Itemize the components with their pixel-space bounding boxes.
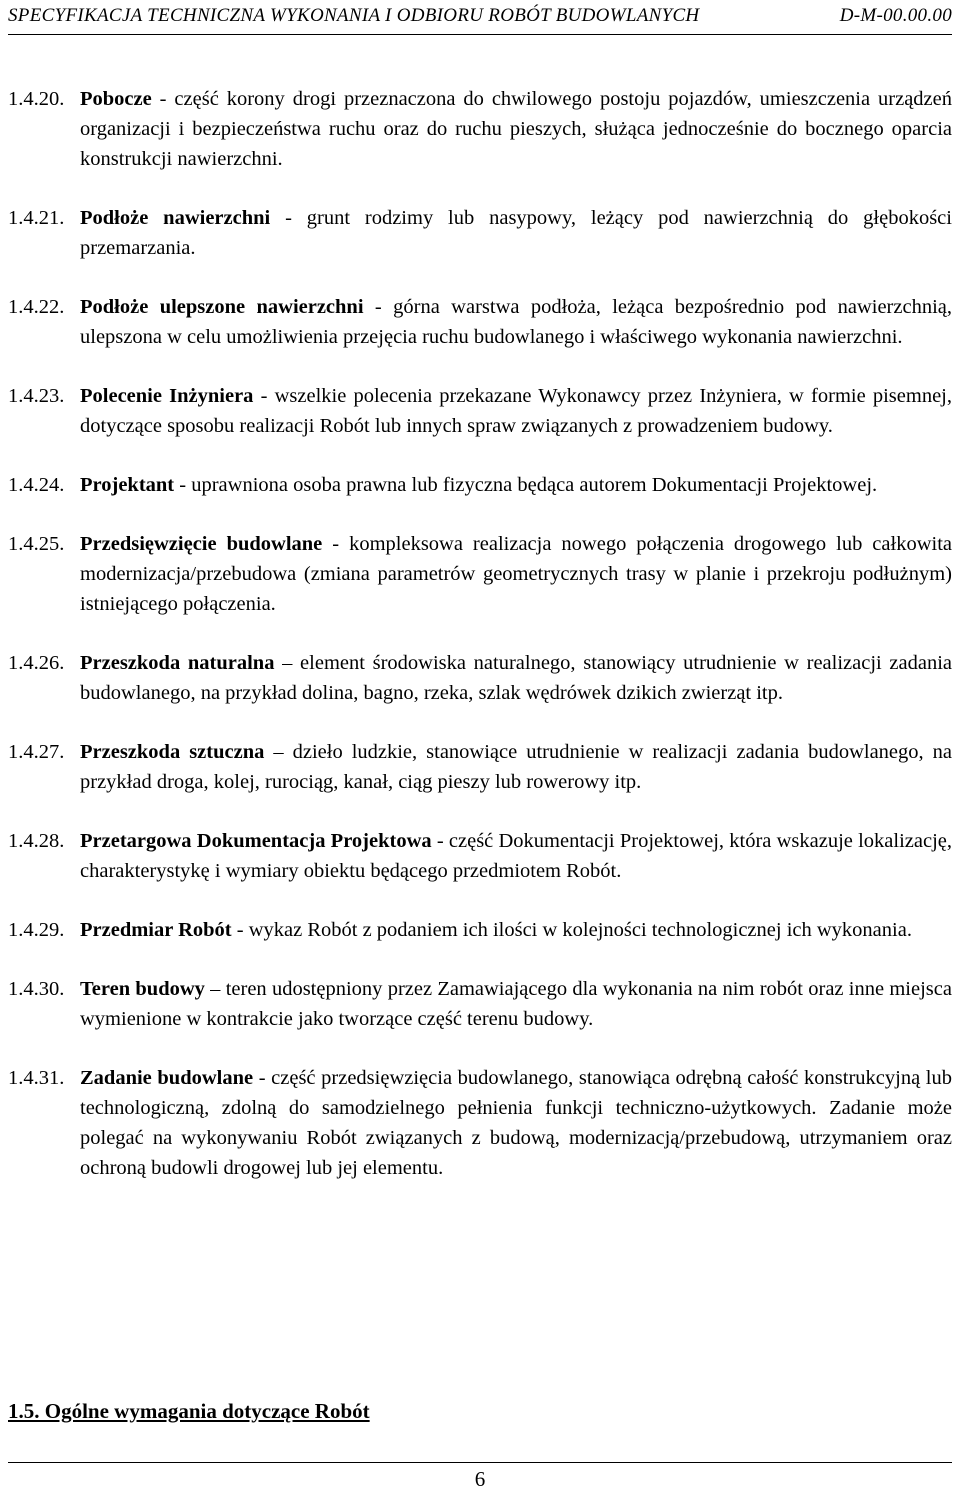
- entry-number: 1.4.22.: [8, 296, 65, 318]
- definition-entry: [8, 1063, 952, 1183]
- entry-term: Projektant: [80, 474, 175, 496]
- entry-text: – teren udostępniony przez Zamawiającego dla wykonania na nim robót oraz inne miejsca wymienione w kontrakcie jako tworzące część terenu budowy.: [80, 978, 952, 1030]
- entry-term: Teren budowy: [80, 978, 205, 1000]
- footer-divider: [8, 1462, 952, 1463]
- document-code: D-M-00.00.00: [839, 5, 952, 26]
- entry-term: Przetargowa Dokumentacja Projektowa: [80, 830, 432, 852]
- header-divider: [8, 34, 952, 35]
- entry-number: 1.4.29.: [8, 919, 65, 941]
- entry-text: - kompleksowa realizacja nowego połączenia drogowego lub całkowita modernizacja/przebudowa (zmiana parametrów geometrycznych trasy w planie i przekroju podłużnym) istniejącego połączenia.: [80, 533, 952, 615]
- entry-term: Podłoże nawierzchni: [80, 207, 271, 229]
- entry-text: - grunt rodzimy lub nasypowy, leżący pod nawierzchnią do głębokości przemarzania.: [80, 207, 952, 259]
- entry-text: - wszelkie polecenia przekazane Wykonawcy przez Inżyniera, w formie pisemnej, dotyczące sposobu realizacji Robót lub innych spraw związanych z prowadzeniem budowy.: [80, 385, 952, 437]
- definition-entry: [8, 737, 952, 797]
- entry-text: – dzieło ludzkie, stanowiące utrudnienie w realizacji zadania budowlanego, na przykład droga, kolej, rurociąg, kanał, ciąg pieszy lub rowerowy itp.: [80, 741, 952, 793]
- entry-term: Przedsięwzięcie budowlane: [80, 533, 323, 555]
- entry-text: - część przedsięwzięcia budowlanego, stanowiąca odrębną całość konstrukcyjną lub technologiczną, zdolną do samodzielnego pełnienia funkcji techniczno-użytkowych. Zadanie może polegać na wykonywaniu Robót związanych z budową, modernizacją/przebudową, utrzymaniem oraz ochroną budowli drogowej lub jej elementu.: [80, 1067, 952, 1179]
- definition-entry: [8, 974, 952, 1034]
- entry-text: – element środowiska naturalnego, stanowiący utrudnienie w realizacji zadania budowlanego, na przykład dolina, bagno, rzeka, szlak wędrówek dzikich zwierząt itp.: [80, 652, 952, 704]
- document-title: SPECYFIKACJA TECHNICZNA WYKONANIA I ODBIORU ROBÓT BUDOWLANYCH: [8, 5, 700, 26]
- entry-text: - część korony drogi przeznaczona do chwilowego postoju pojazdów, umieszczenia urządzeń organizacji i bezpieczeństwa ruchu oraz do ruchu pieszych, służąca jednocześnie do bocznego oparcia konstrukcji nawierzchni.: [80, 88, 952, 170]
- entry-text: - wykaz Robót z podaniem ich ilości w kolejności technologicznej ich wykonania.: [231, 919, 912, 941]
- entry-number: 1.4.25.: [8, 533, 65, 555]
- definition-entry: [8, 648, 952, 708]
- entry-text: - górna warstwa podłoża, leżąca bezpośrednio pod nawierzchnią, ulepszona w celu umożliwienia przejęcia ruchu budowlanego i właściwego wykonania nawierzchni.: [80, 296, 952, 348]
- section-heading-text: 1.5. Ogólne wymagania dotyczące Robót: [8, 1399, 370, 1423]
- page-number: 6: [474, 1467, 486, 1491]
- entry-term: Przeszkoda naturalna: [80, 652, 275, 674]
- definition-entry: [8, 915, 952, 945]
- entry-term: Zadanie budowlane: [80, 1067, 254, 1089]
- entry-term: Polecenie Inżyniera: [80, 385, 254, 407]
- definition-entry: [8, 203, 952, 263]
- definition-entry: [8, 381, 952, 441]
- definitions-list: [8, 84, 952, 1212]
- entry-number: 1.4.26.: [8, 652, 65, 674]
- entry-number: 1.4.23.: [8, 385, 65, 407]
- entry-text: - uprawniona osoba prawna lub fizyczna będąca autorem Dokumentacji Projektowej.: [174, 474, 878, 496]
- definition-entry: [8, 826, 952, 886]
- entry-term: Podłoże ulepszone nawierzchni: [80, 296, 364, 318]
- definition-entry: [8, 292, 952, 352]
- entry-term: Pobocze: [80, 88, 152, 110]
- entry-term: Przeszkoda sztuczna: [80, 741, 265, 763]
- definition-entry: [8, 470, 952, 500]
- page-header: [8, 3, 952, 29]
- entry-number: 1.4.27.: [8, 741, 65, 763]
- section-heading: [8, 1396, 370, 1426]
- entry-number: 1.4.21.: [8, 207, 65, 229]
- definition-entry: [8, 84, 952, 174]
- entry-text: - część Dokumentacji Projektowej, która wskazuje lokalizację, charakterystykę i wymiary obiektu będącego przedmiotem Robót.: [80, 830, 952, 882]
- entry-number: 1.4.30.: [8, 978, 65, 1000]
- entry-number: 1.4.24.: [8, 474, 65, 496]
- definition-entry: [8, 529, 952, 619]
- entry-number: 1.4.20.: [8, 88, 65, 110]
- entry-term: Przedmiar Robót: [80, 919, 232, 941]
- entry-number: 1.4.31.: [8, 1067, 65, 1089]
- entry-number: 1.4.28.: [8, 830, 65, 852]
